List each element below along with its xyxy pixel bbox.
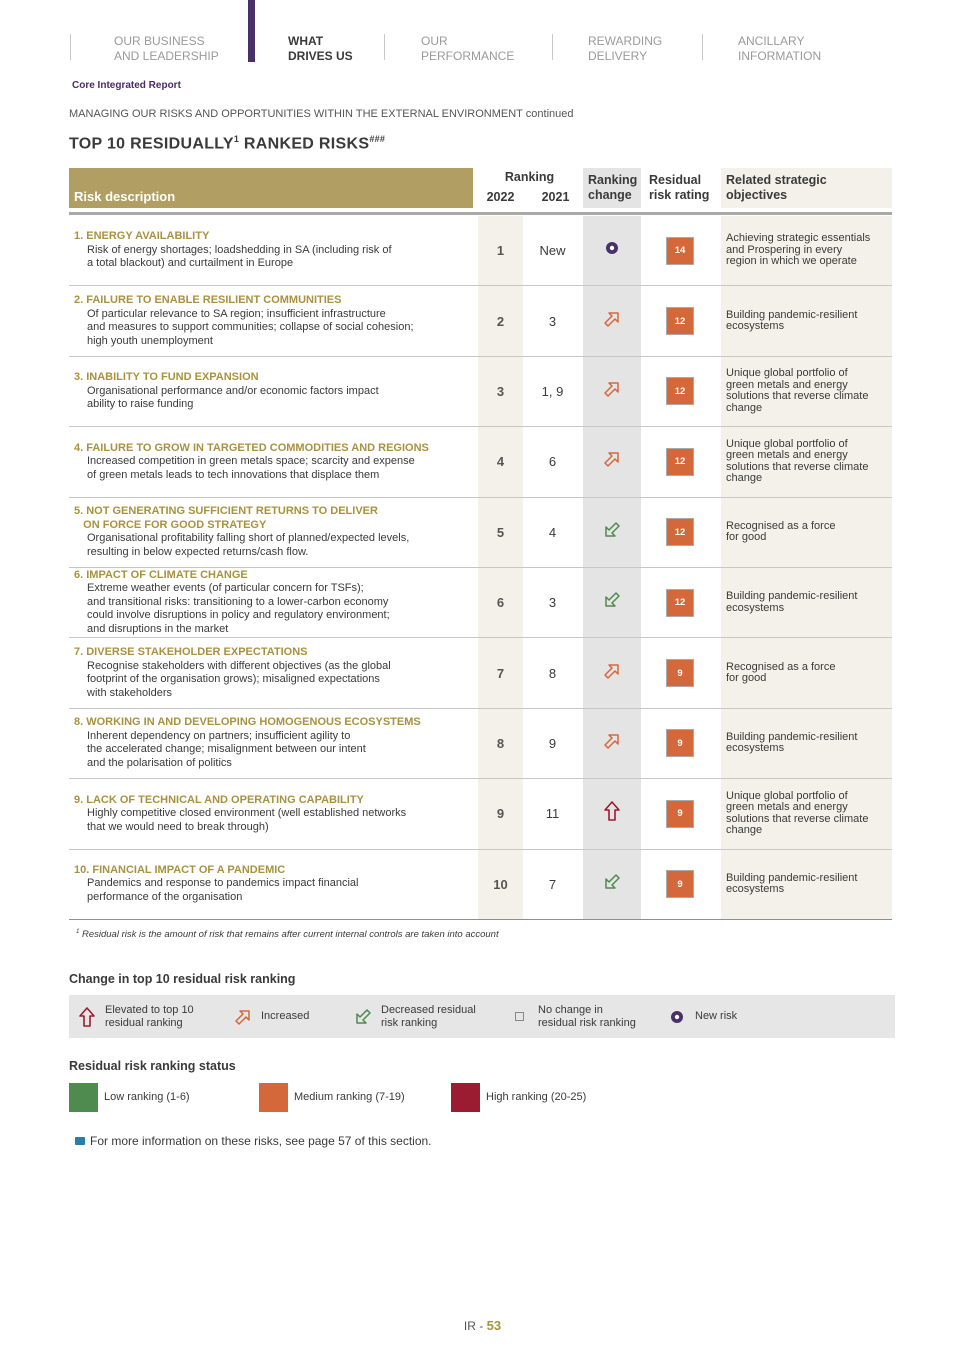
risk-description-cell — [69, 357, 473, 426]
rank-2022: 9 — [496, 806, 505, 822]
page-prefix: IR - — [463, 1319, 487, 1333]
risk-title: 3. INABILITY TO FUND EXPANSION — [74, 371, 259, 384]
strategic-objective-cell — [721, 427, 892, 496]
residual-rating-cell — [644, 779, 716, 848]
ranking-change-cell — [583, 498, 641, 567]
table-row — [69, 498, 892, 568]
status-swatch-high — [451, 1083, 480, 1112]
change-legend-title: Change in top 10 residual risk ranking — [69, 972, 296, 986]
rank-2022-cell — [478, 779, 523, 848]
rank-2021: 3 — [548, 313, 557, 329]
table-row — [69, 357, 892, 427]
subheading-continued: continued — [525, 108, 574, 120]
rank-2021-cell — [526, 709, 579, 778]
rank-2022: 10 — [493, 876, 508, 892]
legend-item-elevated — [75, 995, 194, 1038]
strategic-objective: Achieving strategic essentials and Prospering in every region in which we operate — [726, 232, 871, 268]
nav-label: DRIVES US — [288, 49, 353, 63]
diagonal-down-arrow-icon — [351, 1005, 375, 1029]
rank-2021: 7 — [548, 876, 557, 892]
strategic-objective-cell — [721, 286, 892, 355]
strategic-objective-cell — [721, 638, 892, 707]
more-info-text: For more information on these risks, see page 57 of this section. — [90, 1134, 432, 1148]
ranking-change-cell — [583, 286, 641, 355]
strategic-objective: Building pandemic-resilient ecosystems — [726, 590, 858, 614]
title-text: RANKED RISKS — [239, 135, 370, 153]
legend-label: Decreased residual risk ranking — [381, 1003, 476, 1029]
residual-rating-cell — [644, 286, 716, 355]
risk-text: Of particular relevance to SA region; insufficient infrastructure and measures to support communities; collapse of social cohesion; high youth unemployment — [87, 307, 414, 347]
header-strategic-objectives — [721, 168, 892, 208]
header-label: Ranking — [588, 173, 638, 187]
nav-divider — [702, 34, 703, 60]
diagonal-up-arrow-icon — [602, 731, 622, 756]
folder-icon — [75, 1137, 85, 1145]
ranking-change-cell — [583, 568, 641, 637]
strategic-objective-cell — [721, 568, 892, 637]
nav-label: WHAT — [288, 34, 324, 48]
strategic-objective-cell — [721, 850, 892, 919]
residual-rating-badge: 9 — [666, 800, 694, 828]
ranking-change-cell — [583, 709, 641, 778]
table-row — [69, 850, 892, 920]
status-label: High ranking (20-25) — [486, 1091, 587, 1103]
table-row — [69, 638, 892, 708]
legend-label: Elevated to top 10 residual ranking — [105, 1003, 194, 1029]
page-number — [0, 1318, 965, 1333]
header-label: Risk description — [74, 189, 176, 204]
residual-rating-badge: 9 — [666, 870, 694, 898]
square-icon — [508, 1005, 532, 1029]
residual-rating-badge: 12 — [666, 448, 694, 476]
risk-text: Recognise stakeholders with different objectives (as the global footprint of the organisation grows); misaligned expectations with stakeholders — [87, 659, 391, 699]
rank-2022-cell — [478, 709, 523, 778]
strategic-objective: Building pandemic-resilient ecosystems — [726, 730, 858, 755]
rank-2022-cell — [478, 286, 523, 355]
nav-item-our-business[interactable] — [104, 34, 219, 64]
risk-description-cell — [69, 779, 473, 848]
table-row — [69, 286, 892, 356]
rank-2021: 1, 9 — [541, 383, 564, 399]
residual-rating-badge: 14 — [666, 237, 694, 265]
rank-2021-cell — [526, 638, 579, 707]
ranking-change-cell — [583, 357, 641, 426]
header-residual-rating — [644, 168, 716, 208]
risk-description-cell — [69, 427, 473, 496]
page-number-value: 53 — [486, 1318, 502, 1333]
risk-text: Highly competitive closed environment (well established networks that we would need to break through) — [87, 807, 407, 833]
title-footnote-mark: 1 — [233, 134, 240, 144]
nav-divider — [384, 34, 385, 60]
header-ranking-change — [583, 168, 641, 208]
residual-rating-cell — [644, 709, 716, 778]
strategic-objective: Recognised as a force for good — [726, 660, 836, 685]
diagonal-down-arrow-icon — [602, 872, 622, 897]
status-legend-title: Residual risk ranking status — [69, 1059, 236, 1073]
rank-2022: 2 — [496, 313, 505, 329]
residual-rating-badge: 9 — [666, 729, 694, 757]
strategic-objective: Unique global portfolio of green metals and energy solutions that reverse climate change — [726, 437, 869, 485]
diagonal-down-arrow-icon — [602, 590, 622, 615]
diagonal-up-arrow-icon — [602, 309, 622, 334]
rank-2021: 4 — [548, 524, 557, 540]
circle-dot-icon — [604, 240, 620, 261]
footnote-text: Residual risk is the amount of risk that remains after current internal controls are taken into account — [79, 929, 499, 941]
risk-title: 4. FAILURE TO GROW IN TARGETED COMMODITIES AND REGIONS — [74, 441, 429, 454]
nav-item-rewarding-delivery[interactable] — [578, 34, 662, 64]
strategic-objective-cell — [721, 498, 892, 567]
risk-description-cell — [69, 709, 473, 778]
residual-rating-cell — [644, 216, 716, 285]
risk-description-cell — [69, 568, 473, 637]
diagonal-up-arrow-icon — [602, 449, 622, 474]
nav-label: REWARDING — [588, 34, 663, 48]
risk-text: Inherent dependency on partners; insufficient agility to the accelerated change; misalignment between our intent and the polarisation of politics — [87, 729, 366, 769]
header-label: change — [588, 188, 632, 202]
rank-2022-cell — [478, 850, 523, 919]
risk-title: 5. NOT GENERATING SUFFICIENT RETURNS TO DELIVER ON FORCE FOR GOOD STRATEGY — [74, 505, 378, 531]
status-label: Medium ranking (7-19) — [294, 1091, 405, 1103]
nav-label: ANCILLARY — [738, 34, 805, 48]
footnote — [76, 929, 499, 940]
diagonal-up-arrow-icon — [602, 661, 622, 686]
table-row — [69, 568, 892, 638]
rank-2021-cell — [526, 498, 579, 567]
rank-2022: 5 — [496, 524, 505, 540]
strategic-objective: Unique global portfolio of green metals and energy solutions that reverse climate change — [726, 367, 869, 414]
ranking-change-cell — [583, 427, 641, 496]
status-low — [69, 1082, 190, 1112]
nav-divider — [552, 34, 553, 60]
legend-label: No change in residual risk ranking — [538, 1003, 636, 1029]
section-tag: Core Integrated Report — [72, 80, 181, 91]
nav-item-ancillary-information[interactable] — [728, 34, 821, 64]
legend-label: New risk — [695, 1010, 738, 1022]
legend-item-increased — [231, 995, 309, 1038]
residual-rating-cell — [644, 638, 716, 707]
risk-text: Pandemics and response to pandemics impact financial performance of the organisation — [87, 877, 359, 903]
rank-2022-cell — [478, 216, 523, 285]
up-arrow-icon — [75, 1005, 99, 1029]
ranking-change-cell — [583, 638, 641, 707]
risk-text: Increased competition in green metals space; scarcity and expense of green metals leads to tech innovations that displace them — [87, 455, 415, 481]
footnote-mark: 1 — [76, 929, 80, 935]
status-swatch-medium — [259, 1083, 288, 1112]
rank-2022-cell — [478, 357, 523, 426]
rank-2021-cell — [526, 779, 579, 848]
title-text: TOP 10 RESIDUALLY — [69, 135, 234, 153]
strategic-objective-cell — [721, 779, 892, 848]
rank-2022-cell — [478, 638, 523, 707]
nav-label: AND LEADERSHIP — [114, 49, 219, 63]
risk-title: 10. FINANCIAL IMPACT OF A PANDEMIC — [74, 863, 286, 876]
circle-dot-icon — [665, 1005, 689, 1029]
header-ranking — [478, 168, 581, 208]
rank-2021: New — [539, 243, 566, 259]
residual-rating-cell — [644, 850, 716, 919]
rank-2021: 3 — [548, 595, 557, 611]
status-high — [451, 1082, 586, 1112]
risk-table — [69, 168, 892, 903]
strategic-objective-cell — [721, 709, 892, 778]
nav-item-our-performance[interactable] — [411, 34, 514, 64]
ranking-change-cell — [583, 779, 641, 848]
residual-rating-cell — [644, 568, 716, 637]
risk-text: Organisational performance and/or economic factors impact ability to raise funding — [87, 384, 379, 411]
residual-rating-badge: 9 — [666, 659, 694, 687]
rank-2022-cell — [478, 498, 523, 567]
subheading-text: MANAGING OUR RISKS AND OPPORTUNITIES WITHIN THE EXTERNAL ENVIRONMENT — [69, 108, 523, 120]
header-label: objectives — [726, 188, 788, 202]
diagonal-up-arrow-icon — [602, 379, 622, 404]
status-medium — [259, 1082, 405, 1112]
rank-2021: 11 — [545, 806, 560, 822]
rank-2021: 6 — [548, 454, 557, 470]
title-note-mark: ### — [369, 134, 386, 144]
table-header — [69, 168, 892, 209]
strategic-objective: Building pandemic-resilient ecosystems — [726, 871, 858, 896]
strategic-objective-cell — [721, 357, 892, 426]
risk-description-cell — [69, 216, 473, 285]
residual-rating-cell — [644, 498, 716, 567]
legend-item-new-risk — [665, 995, 737, 1038]
nav-label: OUR BUSINESS — [114, 34, 205, 48]
legend-label: Increased — [261, 1010, 310, 1022]
table-row — [69, 216, 892, 286]
residual-rating-badge: 12 — [666, 589, 694, 617]
risk-text: Risk of energy shortages; loadshedding in SA (including risk of a total blackout) and curtailment in Europe — [87, 243, 392, 270]
risk-title: 2. FAILURE TO ENABLE RESILIENT COMMUNITIES — [74, 294, 342, 307]
rank-2021-cell — [526, 568, 579, 637]
header-label: risk rating — [649, 188, 710, 202]
rank-2021: 8 — [548, 665, 557, 681]
more-info-link[interactable] — [75, 1134, 432, 1148]
page-title — [69, 134, 385, 153]
rank-2021-cell — [526, 427, 579, 496]
status-legend — [69, 1082, 669, 1112]
risk-title: 8. WORKING IN AND DEVELOPING HOMOGENOUS ECOSYSTEMS — [74, 716, 421, 729]
nav-active-indicator — [248, 0, 255, 62]
header-divider — [69, 212, 892, 215]
rank-2022: 6 — [496, 595, 505, 611]
nav-label: DELIVERY — [588, 49, 648, 63]
table-row — [69, 779, 892, 849]
ranking-change-cell — [583, 216, 641, 285]
risk-text: Extreme weather events (of particular concern for TSFs); and transitional risks: transitioning to a lower-carbon economy could involve disruptions in policy and regulatory environment; and disruptions in the market — [87, 582, 390, 635]
table-row — [69, 427, 892, 497]
residual-rating-badge: 12 — [666, 377, 694, 405]
risk-description-cell — [69, 850, 473, 919]
strategic-objective: Unique global portfolio of green metals and energy solutions that reverse climate change — [726, 789, 869, 837]
status-swatch-low — [69, 1083, 98, 1112]
risk-title: 9. LACK OF TECHNICAL AND OPERATING CAPABILITY — [74, 793, 364, 806]
rank-2022: 4 — [496, 454, 505, 470]
risk-description-cell — [69, 286, 473, 355]
legend-item-decreased — [351, 995, 476, 1038]
nav-divider — [70, 34, 71, 60]
risk-title: 7. DIVERSE STAKEHOLDER EXPECTATIONS — [74, 646, 308, 659]
residual-rating-cell — [644, 427, 716, 496]
header-label: Residual — [649, 173, 702, 187]
rank-2022: 8 — [496, 735, 505, 751]
rank-2022: 1 — [496, 243, 505, 259]
rank-2022: 7 — [496, 665, 505, 681]
diagonal-down-arrow-icon — [602, 520, 622, 545]
risk-description-cell — [69, 638, 473, 707]
header-risk-description — [69, 168, 473, 208]
change-legend — [69, 995, 895, 1038]
rank-2022-cell — [478, 568, 523, 637]
ranking-change-cell — [583, 850, 641, 919]
rank-2022: 3 — [496, 383, 505, 399]
rank-2021-cell — [526, 850, 579, 919]
risk-title: 1. ENERGY AVAILABILITY — [74, 230, 210, 243]
residual-rating-badge: 12 — [666, 307, 694, 335]
residual-rating-badge: 12 — [666, 518, 694, 546]
rank-2021-cell — [526, 286, 579, 355]
risk-text: Organisational profitability falling short of planned/expected levels, resulting in below expected returns/cash flow. — [87, 532, 410, 558]
diagonal-up-arrow-icon — [231, 1005, 255, 1029]
up-arrow-icon — [602, 800, 622, 827]
header-label: Related strategic — [726, 173, 827, 187]
table-row — [69, 709, 892, 779]
strategic-objective: Building pandemic-resilient ecosystems — [726, 308, 858, 333]
nav-label: INFORMATION — [738, 49, 822, 63]
nav-label: OUR — [421, 34, 448, 48]
rank-2021-cell — [526, 216, 579, 285]
risk-description-cell — [69, 498, 473, 567]
header-year-2021: 2021 — [541, 190, 570, 204]
rank-2022-cell — [478, 427, 523, 496]
table-body — [69, 216, 892, 920]
header-year-2022: 2022 — [486, 190, 515, 204]
legend-item-no-change — [508, 995, 636, 1038]
top-nav — [70, 28, 890, 68]
strategic-objective: Recognised as a force for good — [726, 519, 836, 544]
rank-2021-cell — [526, 357, 579, 426]
header-label: Ranking — [504, 170, 555, 184]
nav-label: PERFORMANCE — [421, 49, 515, 63]
risk-title: 6. IMPACT OF CLIMATE CHANGE — [74, 568, 248, 581]
status-label: Low ranking (1-6) — [104, 1091, 190, 1103]
strategic-objective-cell — [721, 216, 892, 285]
nav-item-what-drives-us[interactable] — [278, 34, 353, 64]
rank-2021: 9 — [548, 735, 557, 751]
residual-rating-cell — [644, 357, 716, 426]
section-subheading — [69, 108, 574, 120]
